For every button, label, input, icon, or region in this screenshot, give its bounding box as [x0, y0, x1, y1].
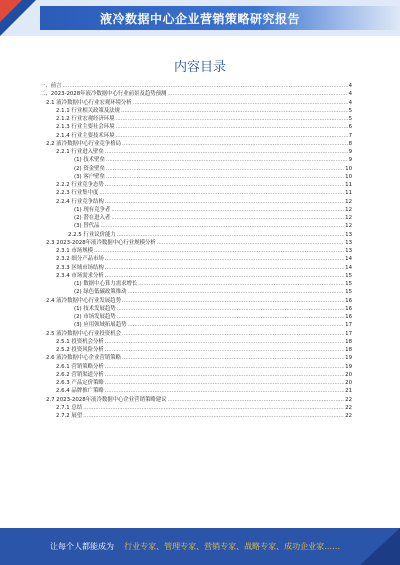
toc-leader-dots [105, 255, 344, 263]
toc-entry-label: 2.3.2 细分产品市场 [56, 256, 104, 263]
toc-entry-page: 19 [345, 363, 352, 370]
toc-entry-label: (2) 资金壁垒 [74, 165, 105, 172]
toc-entry-label: 2.3 2023-2028年液冷数据中心行业规模分析 [46, 239, 156, 246]
toc-entry[interactable] [40, 173, 352, 181]
toc-entry-page: 19 [345, 355, 352, 362]
toc-leader-dots [105, 198, 344, 206]
toc-leader-dots [106, 173, 344, 181]
toc-entry-page: 5 [348, 116, 352, 122]
toc-entry-page: 10 [345, 173, 352, 180]
toc-leader-dots [116, 132, 348, 140]
toc-leader-dots [105, 379, 344, 387]
toc-entry-page: 20 [345, 371, 352, 378]
toc-entry-page: 18 [345, 338, 352, 345]
toc-entry-label: (1) 技术发展趋势 [74, 305, 116, 312]
toc-entry-page: 9 [348, 157, 352, 164]
toc-entry-page: 14 [345, 264, 352, 271]
footer-slogan [50, 541, 340, 552]
toc-entry[interactable] [40, 305, 352, 313]
toc-entry-page: 13 [345, 231, 352, 238]
toc-entry[interactable] [40, 387, 352, 395]
toc-leader-dots [138, 280, 344, 288]
toc-entry[interactable] [40, 239, 352, 247]
toc-entry[interactable] [40, 156, 352, 164]
toc-entry[interactable] [40, 140, 352, 148]
toc-entry-label: (1) 数据中心算力需求增长 [74, 281, 138, 287]
toc-leader-dots [116, 115, 348, 123]
toc-leader-dots [83, 412, 344, 420]
toc-entry-page: 8 [348, 140, 352, 147]
toc-entry[interactable] [40, 214, 352, 222]
toc-entry-label: 2.1.1 行业相关政策及法规 [56, 107, 120, 114]
toc-entry-page: 6 [348, 124, 352, 131]
toc-entry[interactable] [40, 280, 352, 288]
toc-entry[interactable] [40, 354, 352, 362]
toc-leader-dots [116, 123, 348, 131]
toc-entry[interactable] [40, 363, 352, 371]
toc-entry[interactable] [40, 132, 352, 140]
toc-entry[interactable] [40, 189, 352, 197]
toc-entry-label: (1) 现有竞争者 [74, 206, 111, 213]
toc-entry[interactable] [40, 404, 352, 412]
toc-entry-label: 2.1.2 行业宏观经济环境 [56, 116, 115, 122]
toc-entry-label: 2.6.2 营销渠道分析 [56, 371, 104, 378]
toc-entry-label: 2.7 2023-2028年液冷数据中心企业营销策略建议 [46, 396, 167, 403]
toc-leader-dots [122, 140, 348, 148]
toc-leader-dots [105, 371, 344, 379]
toc-entry-page: 17 [345, 330, 352, 337]
toc-leader-dots [121, 107, 348, 115]
toc-entry-page: 4 [348, 91, 352, 98]
toc-entry-label: 2.5.2 投资风险分析 [56, 347, 104, 353]
toc-entry[interactable] [40, 321, 352, 329]
toc-entry-page: 4 [348, 83, 352, 89]
toc-entry-label: 二、2023-2028年液冷数据中心行业前景及趋势预测 [40, 91, 167, 98]
toc-leader-dots [94, 247, 344, 255]
toc-entry[interactable] [40, 371, 352, 379]
toc-entry[interactable] [40, 115, 352, 123]
toc-entry-page: 20 [345, 380, 352, 386]
toc-entry[interactable] [40, 379, 352, 387]
toc-leader-dots [105, 346, 344, 354]
toc-leader-dots [127, 288, 344, 296]
toc-entry-page: 12 [345, 215, 352, 221]
toc-entry-label: 2.6 液冷数据中心企业营销策略 [46, 355, 121, 362]
toc-entry-label: 2.7.1 总结 [56, 404, 83, 411]
toc-entry[interactable] [40, 272, 352, 280]
toc-entry[interactable] [40, 297, 352, 305]
toc-entry-page: 15 [345, 281, 352, 287]
toc-leader-dots [105, 181, 344, 189]
toc-entry-page: 10 [345, 165, 352, 172]
toc-leader-dots [105, 148, 348, 156]
table-of-contents [40, 82, 352, 420]
toc-entry[interactable] [40, 338, 352, 346]
toc-entry-page: 7 [348, 132, 352, 139]
toc-entry-page: 14 [345, 256, 352, 263]
toc-entry-page: 13 [345, 239, 352, 246]
toc-entry-page: 17 [345, 322, 352, 329]
toc-entry-label: 2.2.5 行业议价能力 [68, 231, 116, 238]
toc-entry[interactable] [40, 313, 352, 321]
toc-entry-label: 2.1.3 行业主要社会环境 [56, 124, 115, 131]
toc-entry-label: 2.3.3 区域市场结构 [56, 264, 104, 271]
toc-heading: 内容目录 [173, 60, 226, 75]
toc-entry[interactable] [40, 231, 352, 239]
toc-leader-dots [133, 99, 348, 107]
toc-entry-label: 2.1.4 行业主要技术环境 [56, 132, 115, 139]
toc-entry-label: 2.3.1 市场规模 [56, 248, 93, 254]
toc-entry-page: 16 [345, 314, 352, 320]
toc-entry-page: 15 [345, 272, 352, 279]
toc-entry[interactable] [40, 330, 352, 338]
toc-entry-page: 12 [345, 223, 352, 230]
toc-entry[interactable] [40, 165, 352, 173]
toc-entry-page: 22 [345, 396, 352, 403]
toc-entry[interactable] [40, 123, 352, 131]
toc-entry-page: 13 [345, 248, 352, 254]
toc-entry-page: 15 [345, 289, 352, 296]
toc-leader-dots [167, 90, 347, 98]
toc-entry[interactable] [40, 198, 352, 206]
toc-entry-label: 2.6.1 营销策略分析 [56, 363, 104, 370]
toc-entry[interactable] [40, 90, 352, 98]
toc-entry-label: (3) 替代品 [74, 223, 100, 230]
toc-entry-label: 2.3.4 市场需求分析 [56, 272, 104, 279]
toc-leader-dots [127, 321, 344, 329]
toc-entry[interactable] [40, 412, 352, 420]
toc-entry[interactable] [40, 255, 352, 263]
toc-entry-label: 2.2.1 行业进入壁垒 [56, 149, 104, 155]
toc-entry-page: 16 [345, 305, 352, 312]
toc-entry-label: 2.6.3 产品定价策略 [56, 380, 104, 386]
toc-entry-label: 2.4 液冷数据中心行业发展趋势 [46, 297, 121, 304]
toc-entry[interactable] [40, 288, 352, 296]
toc-entry-label: (3) 客户壁垒 [74, 173, 105, 180]
toc-entry-label: 2.6.4 品牌推广策略 [56, 388, 104, 395]
toc-entry-page: 5 [348, 107, 352, 114]
toc-leader-dots [168, 396, 345, 404]
toc-entry-label: 2.5.1 投资机会分析 [56, 338, 104, 345]
toc-entry-page: 18 [345, 347, 352, 353]
toc-entry[interactable] [40, 99, 352, 107]
toc-entry-label: 一、前言 [40, 83, 62, 89]
toc-leader-dots [99, 189, 344, 197]
toc-entry-label: (3) 应用领域拓展趋势 [74, 322, 127, 329]
toc-entry-page: 16 [345, 297, 352, 304]
toc-leader-dots [63, 82, 348, 90]
toc-entry-label: (2) 绿色低碳政策推动 [74, 289, 127, 296]
toc-entry[interactable] [40, 181, 352, 189]
toc-leader-dots [101, 222, 345, 230]
toc-entry-page: 9 [348, 149, 352, 155]
toc-entry-label: (2) 潜在进入者 [74, 215, 111, 221]
toc-entry-label: 2.2 液冷数据中心行业竞争格局 [46, 140, 121, 147]
toc-entry-page: 11 [345, 182, 352, 188]
toc-entry[interactable] [40, 264, 352, 272]
toc-entry-page: 12 [345, 206, 352, 213]
toc-entry[interactable] [40, 396, 352, 404]
toc-entry[interactable] [40, 346, 352, 354]
toc-entry-label: 2.5 液冷数据中心行业投资机会 [46, 330, 121, 337]
toc-leader-dots [117, 231, 344, 239]
toc-entry-label: (1) 技术壁垒 [74, 157, 105, 164]
toc-leader-dots [117, 313, 344, 321]
toc-entry[interactable] [40, 107, 352, 115]
toc-entry-page: 21 [345, 388, 352, 395]
toc-entry[interactable] [40, 222, 352, 230]
toc-entry-label: 2.1 液冷数据中心行业宏观环境分析 [46, 99, 132, 106]
toc-entry-label: 2.2.4 行业竞争结构 [56, 198, 104, 205]
toc-entry-label: 2.2.3 行业集中度 [56, 190, 99, 197]
toc-leader-dots [117, 305, 344, 313]
toc-leader-dots [105, 387, 344, 395]
toc-leader-dots [105, 363, 344, 371]
footer-accent [360, 528, 400, 565]
toc-leader-dots [105, 338, 344, 346]
toc-leader-dots [122, 354, 344, 362]
footer-lead: 让每个人都能成为 [50, 542, 114, 551]
toc-entry-label: 2.2.2 行业竞争态势 [56, 182, 104, 188]
toc-leader-dots [111, 214, 344, 222]
toc-entry-page: 22 [345, 413, 352, 419]
toc-leader-dots [106, 165, 344, 173]
report-header [0, 0, 400, 36]
toc-leader-dots [111, 206, 344, 214]
toc-leader-dots [122, 297, 344, 305]
toc-entry-page: 22 [345, 404, 352, 411]
toc-entry-label: (2) 市场发展趋势 [74, 314, 116, 320]
footer-highlight: 行业专家、管理专家、营销专家、战略专家、成功企业家…… [124, 542, 341, 551]
toc-entry-page: 12 [345, 198, 352, 205]
toc-entry[interactable] [40, 206, 352, 214]
toc-entry-page: 11 [345, 190, 352, 197]
toc-leader-dots [122, 330, 344, 338]
toc-leader-dots [106, 156, 348, 164]
toc-entry[interactable] [40, 247, 352, 255]
toc-leader-dots [105, 272, 344, 280]
toc-leader-dots [157, 239, 344, 247]
toc-leader-dots [105, 264, 344, 272]
toc-entry[interactable] [40, 148, 352, 156]
toc-entry-page: 4 [348, 99, 352, 106]
toc-entry[interactable] [40, 82, 352, 90]
toc-leader-dots [83, 404, 344, 412]
report-title: 液冷数据中心企业营销策略研究报告 [99, 12, 300, 26]
report-footer [0, 528, 400, 565]
toc-entry-label: 2.7.2 展望 [56, 413, 83, 419]
